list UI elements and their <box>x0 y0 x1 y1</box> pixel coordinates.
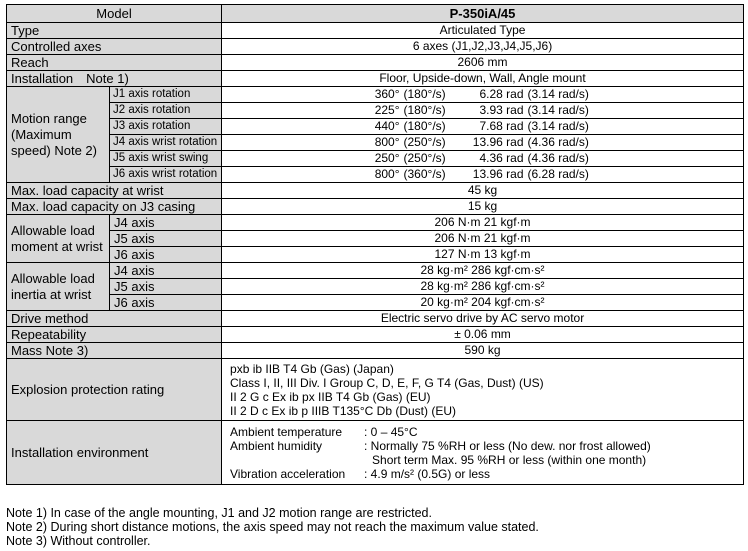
inertia-value: 20 kg·m² 204 kgf·cm·s² <box>222 295 744 311</box>
install-value: Floor, Upside-down, Wall, Angle mount <box>222 71 744 87</box>
repeat-row <box>7 327 744 343</box>
env-hum-value-2: Short term Max. 95 %RH or less (within one month) <box>372 452 647 467</box>
moment-row <box>7 247 744 263</box>
reach-label: Reach <box>7 55 222 71</box>
model-label: Model <box>7 5 222 23</box>
mass-row <box>7 343 744 359</box>
type-value: Articulated Type <box>222 23 744 39</box>
environment-row <box>7 421 744 485</box>
motion-value: 800° (360°/s) 13.96 rad (6.28 rad/s) <box>222 167 744 183</box>
moment-axis: J5 axis <box>110 231 222 247</box>
load-j3-value: 15 kg <box>222 199 744 215</box>
motion-value: 225° (180°/s) 3.93 rad (3.14 rad/s) <box>222 103 744 119</box>
inertia-value: 28 kg·m² 286 kgf·cm·s² <box>222 279 744 295</box>
motion-axis: J5 axis wrist swing <box>110 151 222 167</box>
load-wrist-row <box>7 183 744 199</box>
motion-row <box>7 151 744 167</box>
model-value: P-350iA/45 <box>222 5 744 23</box>
axes-value: 6 axes (J1,J2,J3,J4,J5,J6) <box>222 39 744 55</box>
mass-label: Mass Note 3) <box>7 343 222 359</box>
inertia-row <box>7 263 744 279</box>
inertia-label: Allowable load inertia at wrist <box>7 263 110 311</box>
inertia-axis: J6 axis <box>110 295 222 311</box>
motion-axis: J1 axis rotation <box>110 87 222 103</box>
motion-value: 800° (250°/s) 13.96 rad (4.36 rad/s) <box>222 135 744 151</box>
inertia-row <box>7 279 744 295</box>
motion-row <box>7 135 744 151</box>
explosion-line: Class I, II, III Div. I Group C, D, E, F, G T4 (Gas, Dust) (US) <box>230 375 544 390</box>
inertia-row <box>7 295 744 311</box>
motion-row <box>7 103 744 119</box>
load-j3-row <box>7 199 744 215</box>
drive-label: Drive method <box>7 311 222 327</box>
note-3: Note 3) Without controller. <box>6 534 151 548</box>
repeat-label: Repeatability <box>7 327 222 343</box>
env-temp-key: Ambient temperature <box>230 424 343 439</box>
moment-value: 127 N·m 13 kgf·m <box>222 247 744 263</box>
env-vib-value: : 4.9 m/s² (0.5G) or less <box>364 466 491 481</box>
motion-axis: J4 axis wrist rotation <box>110 135 222 151</box>
install-row <box>7 71 744 87</box>
motion-label: Motion range (Maximum speed) Note 2) <box>7 87 110 183</box>
motion-row <box>7 119 744 135</box>
notes <box>6 506 539 548</box>
motion-row <box>7 87 744 103</box>
moment-row <box>7 215 744 231</box>
explosion-line: II 2 D c Ex ib p IIIB T135°C Db (Dust) (EU) <box>230 403 456 418</box>
explosion-value <box>222 359 744 421</box>
header-row <box>7 5 744 23</box>
repeat-value: ± 0.06 mm <box>222 327 744 343</box>
mass-value: 590 kg <box>222 343 744 359</box>
explosion-label: Explosion protection rating <box>7 359 222 421</box>
moment-value: 206 N·m 21 kgf·m <box>222 231 744 247</box>
inertia-value: 28 kg·m² 286 kgf·cm·s² <box>222 263 744 279</box>
env-vib-key: Vibration acceleration <box>230 466 346 481</box>
moment-label: Allowable load moment at wrist <box>7 215 110 263</box>
explosion-row <box>7 359 744 421</box>
motion-axis: J2 axis rotation <box>110 103 222 119</box>
type-label: Type <box>7 23 222 39</box>
install-label: Installation Note 1) <box>7 71 222 87</box>
moment-axis: J4 axis <box>110 215 222 231</box>
environment-value <box>222 421 744 485</box>
axes-row <box>7 39 744 55</box>
env-hum-value: : Normally 75 %RH or less (No dew. nor frost allowed) <box>364 438 651 453</box>
inertia-axis: J5 axis <box>110 279 222 295</box>
reach-value: 2606 mm <box>222 55 744 71</box>
note-1: Note 1) In case of the angle mounting, J1 and J2 motion range are restricted. <box>6 506 432 520</box>
motion-axis: J6 axis wrist rotation <box>110 167 222 183</box>
reach-row <box>7 55 744 71</box>
motion-value: 360° (180°/s) 6.28 rad (3.14 rad/s) <box>222 87 744 103</box>
motion-axis: J3 axis rotation <box>110 119 222 135</box>
moment-row <box>7 231 744 247</box>
motion-value: 250° (250°/s) 4.36 rad (4.36 rad/s) <box>222 151 744 167</box>
drive-row <box>7 311 744 327</box>
load-j3-label: Max. load capacity on J3 casing <box>7 199 222 215</box>
note-2: Note 2) During short distance motions, the axis speed may not reach the maximum value stated. <box>6 520 539 534</box>
env-hum-key: Ambient humidity <box>230 438 323 453</box>
motion-value: 440° (180°/s) 7.68 rad (3.14 rad/s) <box>222 119 744 135</box>
drive-value: Electric servo drive by AC servo motor <box>222 311 744 327</box>
moment-axis: J6 axis <box>110 247 222 263</box>
explosion-line: II 2 G c Ex ib px IIB T4 Gb (Gas) (EU) <box>230 389 431 404</box>
axes-label: Controlled axes <box>7 39 222 55</box>
motion-row <box>7 167 744 183</box>
inertia-axis: J4 axis <box>110 263 222 279</box>
type-row <box>7 23 744 39</box>
explosion-line: pxb ib IIB T4 Gb (Gas) (Japan) <box>230 361 394 376</box>
moment-value: 206 N·m 21 kgf·m <box>222 215 744 231</box>
load-wrist-value: 45 kg <box>222 183 744 199</box>
spec-table <box>6 4 744 485</box>
environment-label: Installation environment <box>7 421 222 485</box>
load-wrist-label: Max. load capacity at wrist <box>7 183 222 199</box>
env-temp-value: : 0 – 45°C <box>364 424 418 439</box>
